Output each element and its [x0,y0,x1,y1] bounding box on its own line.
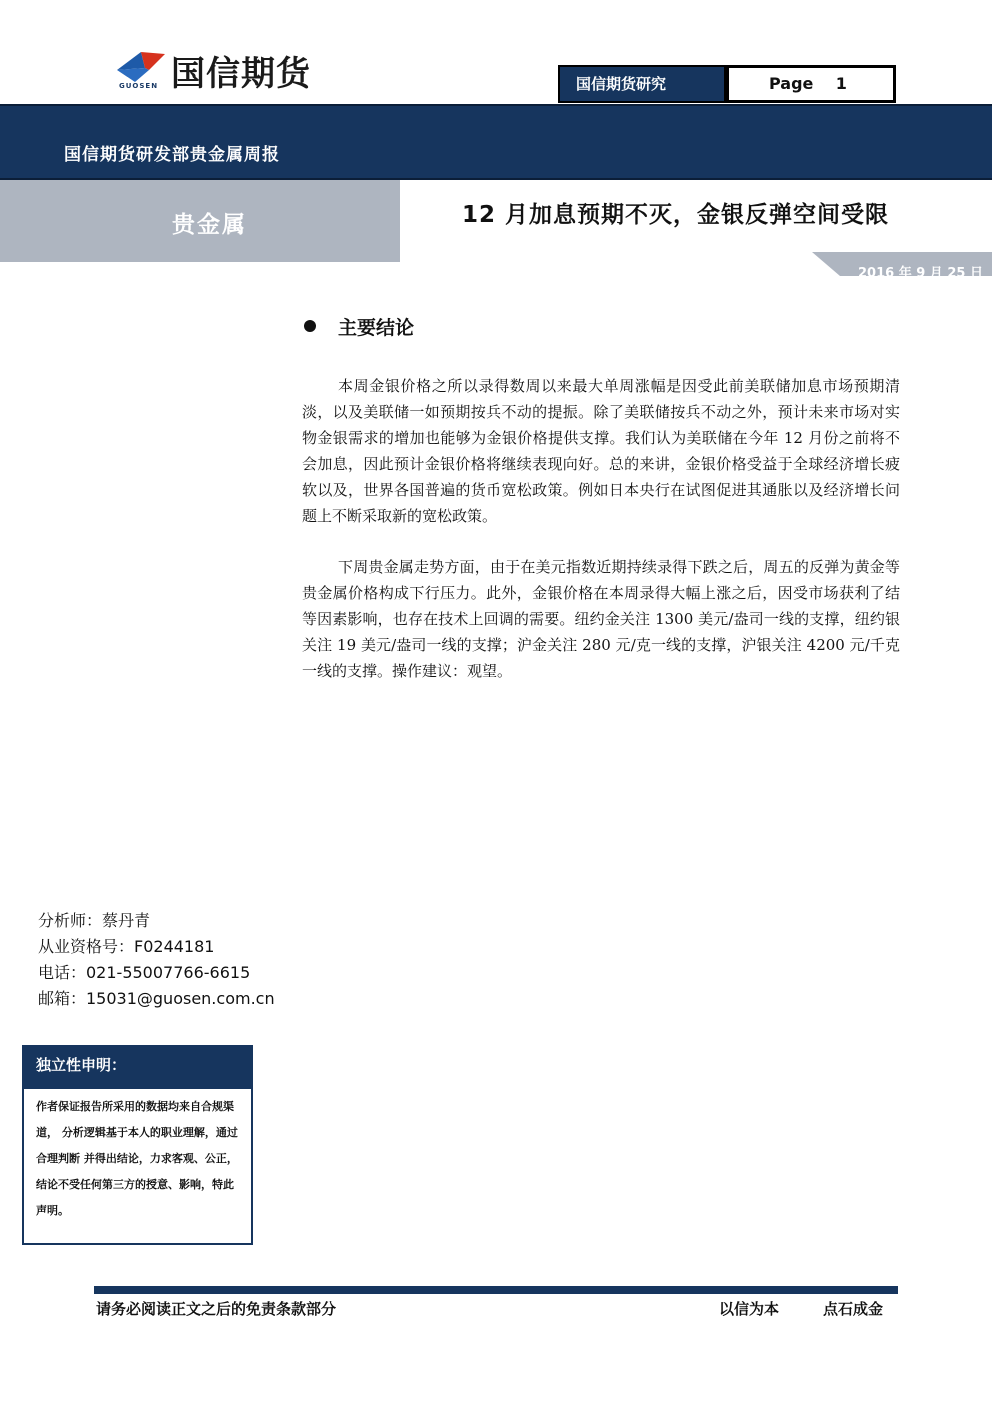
independence-statement-title: 独立性申明： [36,1056,127,1074]
section-title: 主要结论 [338,317,415,339]
independence-statement-body: 作者保证报告所采用的数据均来自合规渠道， 分析逻辑基于本人的职业理解，通过合理判断 并得出结论，力求客观、公正，结论不受任何第三方的授意、影响，特此声明。 [36,1100,238,1217]
bullet-icon [304,320,316,332]
page-number: 1 [835,74,847,93]
logo-text: 国信期货 [171,54,311,94]
analyst-email: 邮箱：15031@guosen.com.cn [38,989,275,1008]
footer-disclaimer-note: 请务必阅读正文之后的免责条款部分 [96,1300,337,1318]
analyst-name: 分析师：蔡丹青 [38,911,151,930]
analyst-license: 从业资格号：F0244181 [38,937,215,956]
report-headline: 12 月加息预期不灭，金银反弹空间受限 [462,202,890,228]
report-date: 2016 年 9 月 25 日 [858,266,983,281]
footer-slogan-2: 点石成金 [823,1300,884,1318]
logo-subtext: GUOSEN [119,82,159,90]
company-logo [115,48,345,92]
report-series-title: 国信期货研发部贵金属周报 [64,145,280,165]
analyst-phone: 电话：021-55007766-6615 [38,963,251,982]
footer-slogan-1: 以信为本 [719,1300,780,1318]
page-indicator [726,65,896,103]
date-strip [0,252,992,276]
category-label: 贵金属 [172,212,247,238]
page-label: Page [769,74,814,93]
footer-rule [94,1286,898,1294]
conclusion-paragraph: 本周金银价格之所以录得数周以来最大单周涨幅是因受此前美联储加息市场预期清淡，以及美联储一如预期按兵不动的提振。除了美联储按兵不动之外，预计未来市场对实物金银需求的增加也能够为金银价格提供支撑。我们认为美联储在今年 12 月份之前将不会加息，因此预计金银价格将继续表现向好。总的来讲，金银价格受益于全球经济增长疲软以及，世界各国普遍的货币宽松政策。例如日本央行在试图促进其通胀以及经济增长问题上不断采取新的宽松政策。 [302,377,900,525]
outlook-paragraph: 下周贵金属走势方面，由于在美元指数近期持续录得下跌之后，周五的反弹为黄金等贵金属价格构成下行压力。此外，金银价格在本周录得大幅上涨之后，因受市场获利了结等因素影响，也存在技术上回调的需要。纽约金关注 1300 美元/盎司一线的支撑，纽约银关注 19 美元/盎司一线的支撑；沪金关注 280 元/克一线的支撑，沪银关注 4200 元/千克一线的支撑。操作建议：观望。 [302,558,900,680]
research-tab: 国信期货研究 [558,65,726,103]
